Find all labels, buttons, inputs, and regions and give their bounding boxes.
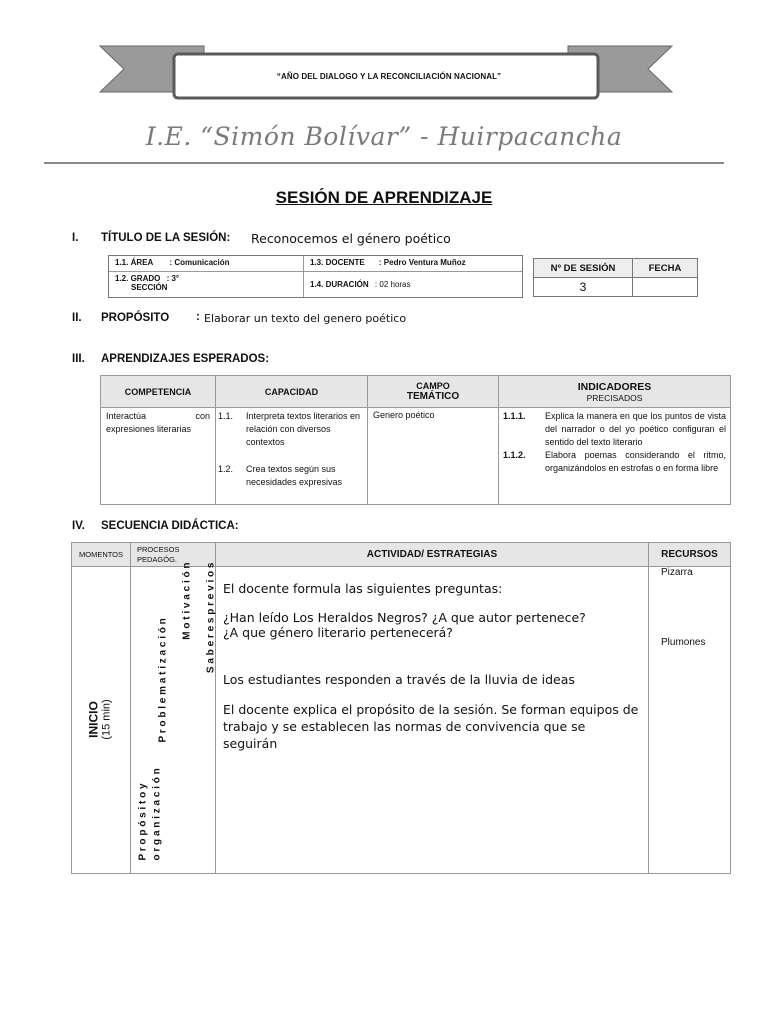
capacidad-item: [218, 410, 365, 449]
section1-label: TÍTULO DE LA SESIÓN:: [101, 232, 231, 244]
momento-cell: [72, 567, 131, 874]
capacidad-number: 1.1.: [218, 411, 234, 421]
recurso-item: Plumones: [661, 637, 706, 648]
campo-header-line2: TEMÁTICO: [406, 391, 460, 402]
session-number-table: [533, 258, 698, 297]
session-title: Reconocemos el género poético: [251, 231, 451, 246]
area-label: 1.1. ÁREA: [115, 258, 154, 267]
grado-label: 1.2. GRADO: [115, 273, 161, 283]
competencia-line2: expresiones literarias: [106, 424, 192, 434]
purpose-text: Elaborar un texto del genero poético: [204, 312, 407, 325]
grado-value: : 3°: [166, 273, 180, 283]
expected-learning-table: [100, 375, 731, 505]
duracion-label: 1.4. DURACIÓN: [310, 279, 369, 289]
momento-name: INICIO: [86, 701, 101, 738]
indicadores-header-line2: PRECISADOS: [586, 392, 643, 403]
procesos-cell: [131, 562, 217, 874]
session-number-header: Nº DE SESIÓN: [534, 259, 633, 278]
area-value: : Comunicación: [169, 258, 230, 267]
campo-header-line1: CAMPO: [416, 381, 450, 391]
capacidad-text: Crea textos según sus necesidades expresivas: [246, 464, 343, 487]
momento-time: (15 min): [100, 699, 113, 740]
procesos-header-line2: PEDAGÓG.: [137, 554, 178, 564]
procesos-header-line1: PROCESOS: [137, 544, 180, 554]
competencia-word2: con: [195, 411, 210, 421]
campo-value: Genero poético: [368, 408, 499, 505]
indicador-text: Elabora poemas considerando el ritmo, organizándolos en estrofas o en forma libre: [545, 450, 726, 473]
recurso-item: Pizarra: [661, 567, 693, 578]
proceso-problematizacion: P r o b l e m a t i z a c i ó n: [157, 618, 169, 743]
campo-header: [368, 376, 499, 408]
competencia-word1: Interactúa: [106, 411, 147, 421]
session-number-value: 3: [534, 278, 633, 297]
capacidad-header: CAPACIDAD: [216, 376, 368, 408]
national-motto: “AÑO DEL DIALOGO Y LA RECONCILIACIÓN NACIONAL”: [276, 72, 502, 81]
actividad-header: ACTIVIDAD/ ESTRATEGIAS: [216, 543, 649, 567]
docente-label: 1.3. DOCENTE: [310, 258, 365, 267]
seccion-label: SECCIÓN: [131, 282, 168, 292]
momentos-header: MOMENTOS: [72, 543, 131, 567]
header-divider: [44, 162, 724, 164]
proceso-saberes-previos: S a b e r e s p r e v i o s: [205, 562, 217, 674]
duracion-value: : 02 horas: [374, 279, 411, 289]
capacidad-number: 1.2.: [218, 464, 234, 474]
activities-cell: [216, 567, 649, 874]
indicador-text: Explica la manera en que los puntos de vista del narrador o del yo poético configuran el sentido del texto literario: [545, 411, 726, 447]
activity-text: Los estudiantes responden a través de la lluvia de ideas: [223, 672, 575, 687]
section2-number: II.: [72, 312, 82, 324]
indicador-number: 1.1.2.: [503, 450, 526, 460]
indicador-item: [503, 449, 726, 475]
section3-number: III.: [72, 353, 85, 365]
proceso-motivacion: M o t i v a c i ó n: [181, 562, 193, 640]
recursos-header: RECURSOS: [649, 543, 731, 567]
session-date-value: [633, 278, 698, 297]
indicadores-header: [499, 376, 731, 408]
section2-label: PROPÓSITO: [101, 312, 170, 324]
capacidad-text: Interpreta textos literarios en relación con diversos contextos: [246, 411, 361, 447]
docente-value: : Pedro Ventura Muñoz: [378, 258, 466, 267]
activity-text: ¿Han leído Los Heraldos Negros? ¿A que autor pertenece?: [223, 610, 586, 625]
capacidad-item: [218, 463, 365, 489]
indicador-number: 1.1.1.: [503, 411, 526, 421]
general-info-box: [108, 255, 523, 298]
document-title: SESIÓN DE APRENDIZAJE: [275, 188, 493, 207]
section1-number: I.: [72, 232, 79, 244]
procesos-header: [131, 543, 216, 567]
activity-text: El docente explica el propósito de la sesión. Se forman equipos de trabajo y se establecen las normas de convivencia que se seguirán: [223, 702, 639, 751]
session-date-header: FECHA: [633, 259, 698, 278]
activity-text: El docente formula las siguientes preguntas:: [223, 581, 503, 596]
section4-label: SECUENCIA DIDÁCTICA:: [101, 520, 239, 532]
school-name: I.E. “Simón Bolívar” - Huirpacancha: [145, 122, 623, 151]
indicadores-header-line1: INDICADORES: [577, 380, 652, 393]
indicador-item: [503, 410, 726, 449]
section3-label: APRENDIZAJES ESPERADOS:: [101, 353, 270, 365]
recursos-cell: [649, 567, 731, 874]
momento-label: [88, 680, 113, 760]
proceso-organizacion: o r g a n i z a c i ó n: [151, 768, 163, 861]
didactic-sequence-table: [71, 542, 731, 874]
section4-number: IV.: [72, 520, 86, 532]
section2-colon: :: [196, 311, 200, 323]
activity-text: ¿A que género literario pertenecerá?: [223, 625, 453, 640]
competencia-header: COMPETENCIA: [101, 376, 216, 408]
proceso-proposito: P r o p ó s i t o y: [137, 783, 149, 861]
